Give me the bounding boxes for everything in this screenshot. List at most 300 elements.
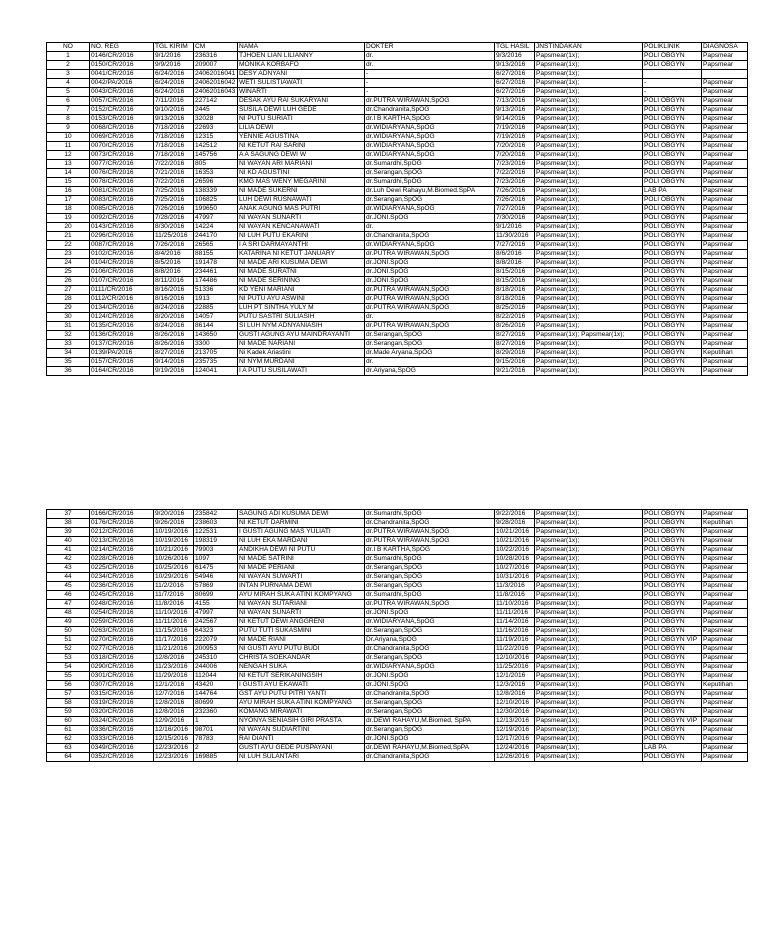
cell-cm: 236316 [194,52,238,61]
cell-reg-no: 0042/PA/2016 [90,79,154,88]
cell-procedure: Papsmear(1x); [535,627,643,636]
cell-procedure: Papsmear(1x); [535,753,643,762]
table-row [47,654,748,663]
table-row [47,178,748,187]
cell-diagnosis: Papsmear [702,358,748,367]
cell-doctor: dr.JONI.SpOG [365,681,495,690]
cell-doctor: dr. [365,52,495,61]
table-row [47,367,748,376]
cell-diagnosis: Papsmear [702,79,748,88]
cell-clinic: POLI OBGYN [643,277,702,286]
cell-cm: 16353 [194,169,238,178]
cell-cm: 222079 [194,636,238,645]
cell-patient-name: DESY ADNYANI [238,70,365,79]
cell-doctor: dr.PUTRA WIRAWAN,SpOG [365,295,495,304]
cell-doctor: dr.JONI.SpOG [365,259,495,268]
cell-diagnosis: Papsmear [702,88,748,97]
cell-cm: 79903 [194,546,238,555]
cell-cm: 51336 [194,286,238,295]
cell-cm: 805 [194,160,238,169]
cell-clinic: POLI OBGYN [643,358,702,367]
cell-cm: 24062016041 [194,70,238,79]
cell-reg-no: 0107/CR/2016 [90,277,154,286]
cell-procedure: Papsmear(1x); [535,70,643,79]
cell-patient-name: PUTU SASTRI SULIASIH [238,313,365,322]
cell-reg-no: 0176/CR/2016 [90,519,154,528]
cell-patient-name: NI WAYAN ARI MARIANI [238,160,365,169]
table-row [47,600,748,609]
cell-diagnosis: Papsmear [702,537,748,546]
cell-clinic: POLI OBGYN [643,618,702,627]
cell-no: 42 [47,555,90,564]
cell-result-date: 10/28/2016 [495,555,535,564]
cell-diagnosis: Papsmear [702,528,748,537]
cell-reg-no: 0164/CR/2016 [90,367,154,376]
cell-clinic: POLI OBGYN [643,169,702,178]
cell-clinic: POLI OBGYN [643,295,702,304]
cell-doctor: dr.Sumardhi,SpOG [365,555,495,564]
cell-procedure: Papsmear(1x); [535,286,643,295]
cell-result-date: 8/25/2016 [495,304,535,313]
cell-procedure: Papsmear(1x); [535,564,643,573]
table-row [47,358,748,367]
cell-patient-name: NI MADE SERINING [238,277,365,286]
table-row [47,663,748,672]
cell-diagnosis: Papsmear [702,52,748,61]
cell-no: 34 [47,349,90,358]
cell-reg-no: 0234/CR/2016 [90,573,154,582]
cell-clinic: POLI OBGYN [643,555,702,564]
cell-no: 6 [47,97,90,106]
cell-reg-no: 0254/CR/2016 [90,609,154,618]
cell-clinic: LAB PA [643,187,702,196]
cell-result-date: 11/25/2016 [495,663,535,672]
cell-reg-no: 0104/CR/2016 [90,259,154,268]
cell-diagnosis: Papsmear [702,187,748,196]
records-body-top [47,43,748,376]
cell-patient-name: A A SAGUNG DEWI W [238,151,365,160]
cell-patient-name: YENNIE AGUSTINA [238,133,365,142]
cell-result-date: 9/14/2016 [495,115,535,124]
cell-cm: 244006 [194,663,238,672]
cell-no: 41 [47,546,90,555]
cell-procedure: Papsmear(1x); [535,591,643,600]
table-row [47,564,748,573]
cell-diagnosis: Papsmear [702,97,748,106]
cell-clinic: POLI OBGYN [643,97,702,106]
cell-cm: 142512 [194,142,238,151]
cell-doctor: dr.PUTRA WIRAWAN,SpOG [365,304,495,313]
cell-clinic: POLI OBGYN [643,726,702,735]
cell-cm: 80699 [194,591,238,600]
cell-send-date: 6/24/2016 [154,70,194,79]
cell-reg-no: 0092/CR/2016 [90,214,154,223]
cell-patient-name: LUH PT SINTHA YULY M [238,304,365,313]
table-row [47,223,748,232]
cell-doctor: Dr.Ariyana,SpOG [365,636,495,645]
cell-result-date: 10/27/2016 [495,564,535,573]
cell-patient-name: ANAK AGUNG MAS PUTRI [238,205,365,214]
cell-procedure: Papsmear(1x); [535,61,643,70]
cell-doctor: dr.WIDIARYANA,SpOG [365,241,495,250]
cell-no: 32 [47,331,90,340]
cell-reg-no: 0041/CR/2016 [90,70,154,79]
cell-diagnosis: Papsmear [702,178,748,187]
cell-send-date: 8/8/2016 [154,268,194,277]
cell-doctor: - [365,88,495,97]
table-row [47,187,748,196]
table-row [47,645,748,654]
cell-send-date: 8/16/2016 [154,286,194,295]
cell-diagnosis: Papsmear [702,555,748,564]
cell-send-date: 10/19/2016 [154,537,194,546]
cell-patient-name: AYU MIRAH SUKA ATINI KOMPYANG [238,699,365,708]
cell-patient-name: NI MADE PERIANI [238,564,365,573]
cell-cm: 191478 [194,259,238,268]
table-row [47,735,748,744]
cell-diagnosis: Papsmear [702,609,748,618]
cell-patient-name: Ni Kadek Ariastini [238,349,365,358]
cell-diagnosis: Keputihan [702,519,748,528]
cell-clinic: POLI OBGYN [643,304,702,313]
cell-procedure: Papsmear(1x); [535,681,643,690]
cell-result-date: 12/10/2016 [495,699,535,708]
cell-doctor: dr.JONI.SpOG [365,214,495,223]
cell-patient-name: GUSTI AGUNG AYU MAINDRAYANTI [238,331,365,340]
cell-reg-no: 0333/CR/2016 [90,735,154,744]
cell-result-date: 12/8/2016 [495,690,535,699]
cell-doctor: dr.Serangan,SpOG [365,169,495,178]
cell-send-date: 11/29/2016 [154,672,194,681]
cell-reg-no: 0270/CR/2016 [90,636,154,645]
cell-reg-no: 0212/CR/2016 [90,528,154,537]
cell-doctor: dr.Serangan,SpOG [365,582,495,591]
cell-cm: 88155 [194,250,238,259]
cell-diagnosis: Papsmear [702,546,748,555]
cell-reg-no: 0057/CR/2016 [90,97,154,106]
cell-doctor: dr.WIDIARYANA,SpOG [365,151,495,160]
cell-diagnosis: Papsmear [702,582,748,591]
cell-diagnosis: Papsmear [702,636,748,645]
records-table-bottom [46,509,748,762]
table-row [47,88,748,97]
cell-procedure: Papsmear(1x); [535,735,643,744]
cell-send-date: 9/26/2016 [154,519,194,528]
cell-no: 57 [47,690,90,699]
cell-cm: 24062016042 [194,79,238,88]
cell-clinic: POLI OBGYN [643,205,702,214]
cell-reg-no: 0111/CR/2016 [90,286,154,295]
cell-patient-name: KATARINA NI KETUT JANUARY [238,250,365,259]
cell-diagnosis: Papsmear [702,591,748,600]
cell-send-date: 11/10/2016 [154,609,194,618]
cell-result-date: 12/17/2016 [495,735,535,744]
cell-patient-name: NI MADE NARIANI [238,340,365,349]
cell-reg-no: 0043/CR/2016 [90,88,154,97]
cell-patient-name: NI LUH PUTU EKARINI [238,232,365,241]
cell-no: 46 [47,591,90,600]
cell-send-date: 12/8/2016 [154,699,194,708]
cell-reg-no: 0146/CR/2016 [90,52,154,61]
table-row [47,313,748,322]
cell-patient-name: NI KETUT DEWI ANGGRENI [238,618,365,627]
table-row [47,627,748,636]
cell-no: 48 [47,609,90,618]
cell-procedure: Papsmear(1x); [535,654,643,663]
cell-clinic: POLI OBGYN [643,268,702,277]
cell-no: 38 [47,519,90,528]
cell-procedure: Papsmear(1x); [535,573,643,582]
cell-clinic: POLI OBGYN [643,349,702,358]
cell-result-date: 12/13/2016 [495,717,535,726]
cell-no: 3 [47,70,90,79]
cell-procedure: Papsmear(1x); [535,510,643,519]
cell-diagnosis: Papsmear [702,690,748,699]
cell-procedure: Papsmear(1x); [535,97,643,106]
cell-doctor: dr.Serangan,SpOG [365,196,495,205]
cell-send-date: 12/7/2016 [154,690,194,699]
cell-patient-name: SAGUNG ADI KUSUMA DEWI [238,510,365,519]
cell-clinic: POLI OBGYN [643,61,702,70]
cell-reg-no: 0136/CR/2016 [90,331,154,340]
cell-result-date: 6/27/2016 [495,79,535,88]
cell-diagnosis: Papsmear [702,708,748,717]
cell-result-date: 10/22/2016 [495,546,535,555]
cell-patient-name: GST AYU PUTU PITRI YANTI [238,690,365,699]
cell-result-date: 9/22/2016 [495,510,535,519]
cell-patient-name: NI WAYAN SUNARTI [238,609,365,618]
cell-clinic: POLI OBGYN [643,214,702,223]
cell-no: 58 [47,699,90,708]
cell-no: 19 [47,214,90,223]
cell-patient-name: PUTU TUTI SUKASMINI [238,627,365,636]
cell-patient-name: MONIKA KORBAFO [238,61,365,70]
cell-reg-no: 0318/CR/2016 [90,654,154,663]
cell-no: 5 [47,88,90,97]
cell-cm: 2445 [194,106,238,115]
cell-patient-name: KOMANG MIRAWATI [238,708,365,717]
cell-clinic: POLI OBGYN [643,106,702,115]
cell-no: 18 [47,205,90,214]
cell-procedure: Papsmear(1x); [535,223,643,232]
cell-procedure: Papsmear(1x); [535,600,643,609]
cell-procedure: Papsmear(1x); [535,528,643,537]
cell-diagnosis: Keputihan [702,349,748,358]
cell-doctor: dr.I B KARTHA,SpOG [365,546,495,555]
table-row [47,115,748,124]
cell-send-date: 10/19/2016 [154,528,194,537]
cell-clinic: POLI OBGYN [643,223,702,232]
cell-send-date: 7/18/2016 [154,124,194,133]
cell-send-date: 12/16/2016 [154,726,194,735]
cell-doctor: dr.Sumardhi,SpOG [365,591,495,600]
cell-clinic: POLI OBGYN [643,178,702,187]
cell-clinic: POLI OBGYN [643,232,702,241]
table-row [47,205,748,214]
cell-no: 21 [47,232,90,241]
table-row [47,169,748,178]
cell-patient-name: NI LUH SULANTARI [238,753,365,762]
table-row [47,528,748,537]
cell-doctor: dr.Luh Dewi Rahayu,M.Biomed.SpPA [365,187,495,196]
cell-no: 30 [47,313,90,322]
cell-patient-name: NI KETUT SERIKANINGSIH [238,672,365,681]
cell-procedure: Papsmear(1x); [535,358,643,367]
cell-reg-no: 0336/CR/2016 [90,726,154,735]
cell-clinic: POLI OBGYN [643,699,702,708]
cell-no: 50 [47,627,90,636]
cell-result-date: 12/24/2016 [495,744,535,753]
cell-result-date: 11/19/2016 [495,636,535,645]
cell-reg-no: 0225/CR/2016 [90,564,154,573]
cell-send-date: 7/22/2016 [154,178,194,187]
cell-procedure: Papsmear(1x); [535,672,643,681]
cell-diagnosis: Papsmear [702,663,748,672]
cell-no: 8 [47,115,90,124]
cell-clinic: POLI OBGYN [643,340,702,349]
cell-result-date: 8/8/2016 [495,259,535,268]
cell-procedure: Papsmear(1x); [535,636,643,645]
cell-patient-name: NI WAYAN SUNARTI [238,214,365,223]
cell-diagnosis: Papsmear [702,223,748,232]
cell-patient-name: KD YENI MARIANI [238,286,365,295]
cell-result-date: 7/19/2016 [495,133,535,142]
cell-clinic: - [643,79,702,88]
cell-diagnosis: Papsmear [702,564,748,573]
cell-diagnosis: Papsmear [702,286,748,295]
cell-procedure: Papsmear(1x); [535,717,643,726]
cell-no: 60 [47,717,90,726]
table-row [47,555,748,564]
cell-procedure: Papsmear(1x); [535,663,643,672]
cell-no: 17 [47,196,90,205]
cell-doctor: dr. [365,313,495,322]
table-row [47,259,748,268]
cell-send-date: 8/26/2016 [154,340,194,349]
cell-diagnosis: Papsmear [702,133,748,142]
cell-reg-no: 0139/PA/2016 [90,349,154,358]
cell-patient-name: INTAN PURNAMA DEWI [238,582,365,591]
cell-diagnosis: Papsmear [702,726,748,735]
cell-patient-name: I A PUTU SUSILAWATI [238,367,365,376]
cell-clinic: POLI OBGYN [643,582,702,591]
cell-result-date: 6/27/2016 [495,88,535,97]
cell-diagnosis: Papsmear [702,313,748,322]
cell-patient-name: I GUSTI AYU EKAWATI [238,681,365,690]
table-row [47,277,748,286]
cell-doctor: - [365,70,495,79]
cell-clinic: POLI OBGYN [643,708,702,717]
cell-patient-name: I A SRI DARMAYANTHI [238,241,365,250]
cell-cm: 199650 [194,205,238,214]
cell-procedure: Papsmear(1x); [535,106,643,115]
cell-result-date: 7/23/2016 [495,160,535,169]
cell-diagnosis: Papsmear [702,151,748,160]
cell-diagnosis: Papsmear [702,367,748,376]
cell-send-date: 11/2/2016 [154,582,194,591]
cell-clinic: POLI OBGYN [643,627,702,636]
table-row [47,232,748,241]
cell-diagnosis: Papsmear [702,744,748,753]
header-cm: CM [194,43,238,52]
cell-patient-name: LUH DEWI RUSNAWATI [238,196,365,205]
table-row [47,519,748,528]
cell-send-date: 10/21/2016 [154,546,194,555]
cell-clinic: POLI OBGYN [643,672,702,681]
cell-cm: 4155 [194,600,238,609]
cell-cm: 169885 [194,753,238,762]
cell-diagnosis: Papsmear [702,753,748,762]
cell-send-date: 6/24/2016 [154,79,194,88]
cell-no: 26 [47,277,90,286]
cell-send-date: 10/25/2016 [154,564,194,573]
cell-diagnosis: Papsmear [702,196,748,205]
cell-clinic: POLI OBGYN VIP [643,636,702,645]
cell-result-date: 9/1/2016 [495,223,535,232]
table-row [47,79,748,88]
table-row [47,537,748,546]
cell-reg-no: 0352/CR/2016 [90,753,154,762]
cell-send-date: 12/8/2016 [154,708,194,717]
cell-send-date: 11/23/2016 [154,663,194,672]
cell-cm: 124041 [194,367,238,376]
cell-procedure: Papsmear(1x); [535,295,643,304]
cell-procedure: Papsmear(1x); [535,519,643,528]
cell-cm: 1097 [194,555,238,564]
cell-doctor: dr.Made Aryana,SpOG [365,349,495,358]
cell-send-date: 8/27/2016 [154,349,194,358]
cell-send-date: 8/5/2016 [154,259,194,268]
header-result-date: TGL HASIL [495,43,535,52]
cell-send-date: 12/8/2016 [154,654,194,663]
cell-reg-no: 0290/CR/2016 [90,663,154,672]
cell-no: 39 [47,528,90,537]
cell-send-date: 10/29/2016 [154,573,194,582]
cell-no: 20 [47,223,90,232]
cell-cm: 2 [194,744,238,753]
cell-patient-name: LILIA DEWI [238,124,365,133]
table-row [47,582,748,591]
cell-patient-name: CHRISTA SOEKANDAR [238,654,365,663]
cell-clinic: POLI OBGYN [643,52,702,61]
cell-patient-name: SI LUH NYM ADNYANIASIH [238,322,365,331]
cell-send-date: 11/21/2016 [154,645,194,654]
cell-procedure: Papsmear(1x); [535,690,643,699]
cell-send-date: 9/19/2016 [154,367,194,376]
cell-doctor: dr.Chandranita,SpOG [365,232,495,241]
cell-send-date: 7/25/2016 [154,187,194,196]
cell-result-date: 7/13/2016 [495,97,535,106]
cell-send-date: 11/15/2016 [154,627,194,636]
cell-result-date: 7/26/2016 [495,196,535,205]
cell-cm: 98701 [194,726,238,735]
cell-procedure: Papsmear(1x); [535,52,643,61]
header-diagnosis: DIAGNOSA [702,43,748,52]
cell-no: 31 [47,322,90,331]
cell-diagnosis: Papsmear [702,259,748,268]
cell-reg-no: 0301/CR/2016 [90,672,154,681]
table-row [47,681,748,690]
cell-send-date: 9/9/2016 [154,61,194,70]
cell-procedure: Papsmear(1x); [535,232,643,241]
cell-procedure: Papsmear(1x); [535,259,643,268]
cell-diagnosis: Papsmear [702,232,748,241]
cell-clinic: POLI OBGYN [643,654,702,663]
cell-no: 47 [47,600,90,609]
cell-procedure: Papsmear(1x); [535,250,643,259]
cell-send-date: 8/11/2016 [154,277,194,286]
cell-send-date: 8/24/2016 [154,304,194,313]
